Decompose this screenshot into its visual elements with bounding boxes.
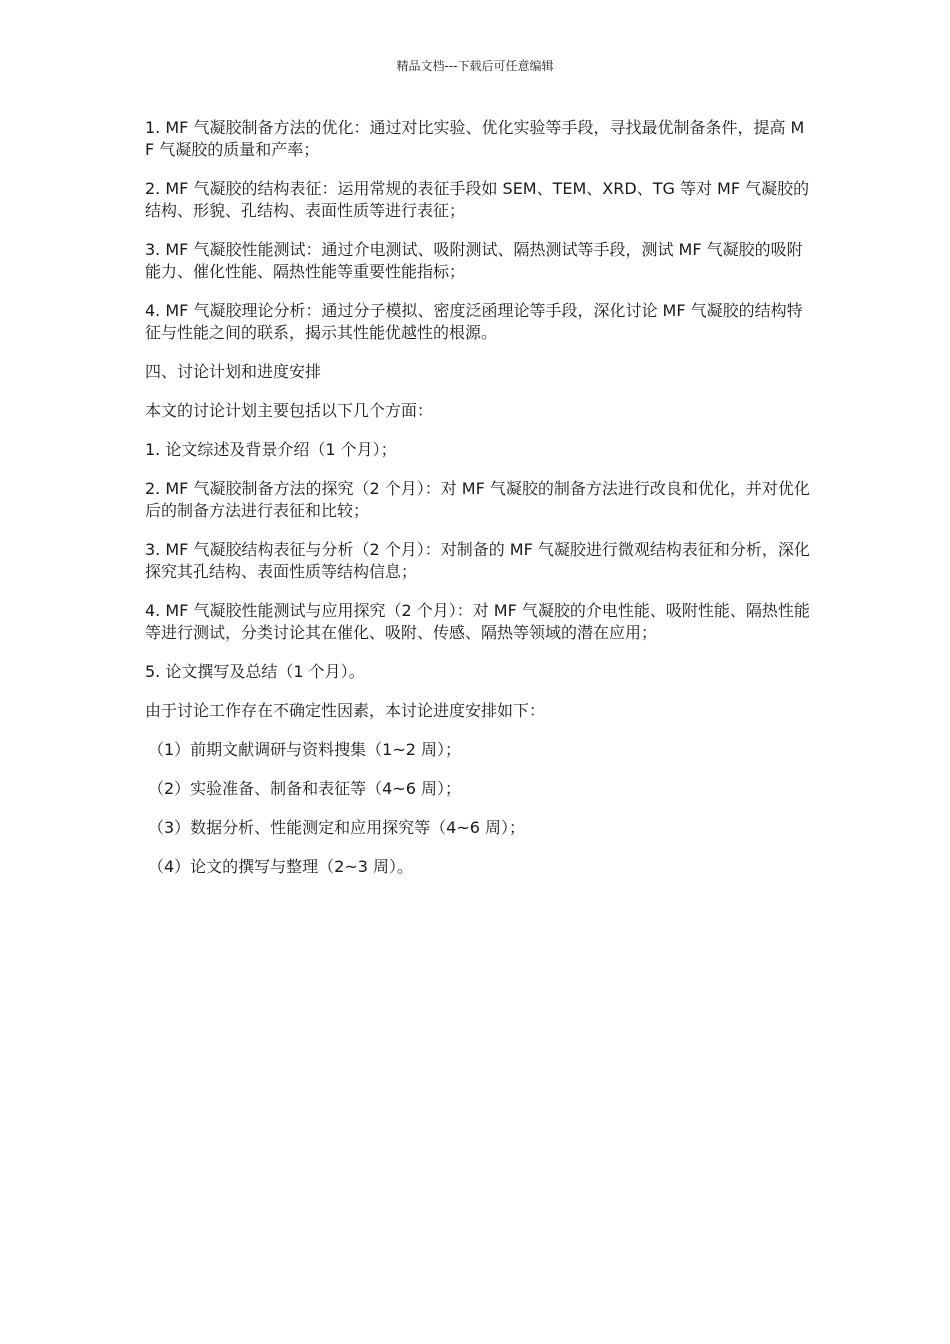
paragraph-plan-item-5: 5. 论文撰写及总结（1 个月）。 xyxy=(145,662,365,681)
paragraph-plan-item-1: 1. 论文综述及背景介绍（1 个月）； xyxy=(145,440,397,459)
document-body xyxy=(145,117,813,895)
paragraph-plan-item-3: 3. MF 气凝胶结构表征与分析（2 个月）：对制备的 MF 气凝胶进行微观结构表征和分析，深化探究其孔结构、表面性质等结构信息； xyxy=(145,540,810,581)
paragraph-schedule-intro: 由于讨论工作存在不确定性因素，本讨论进度安排如下： xyxy=(145,701,546,720)
paragraph-schedule-item-1: （1）前期文献调研与资料搜集（1~2 周）； xyxy=(148,740,462,759)
paragraph-schedule-item-4: （4）论文的撰写与整理（2~3 周）。 xyxy=(148,857,414,876)
section-heading: 四、讨论计划和进度安排 xyxy=(145,362,322,381)
paragraph-research-item-2: 2. MF 气凝胶的结构表征：运用常规的表征手段如 SEM、TEM、XRD、TG 等对 MF 气凝胶的结构、形貌、孔结构、表面性质等进行表征； xyxy=(145,179,810,220)
paragraph-schedule-item-2: （2）实验准备、制备和表征等（4~6 周）； xyxy=(148,779,462,798)
paragraph-schedule-item-3: （3）数据分析、性能测定和应用探究等（4~6 周）； xyxy=(148,818,526,837)
paragraph-plan-item-4: 4. MF 气凝胶性能测试与应用探究（2 个月）：对 MF 气凝胶的介电性能、吸附性能、隔热性能等进行测试，分类讨论其在催化、吸附、传感、隔热等领域的潜在应用； xyxy=(145,601,810,642)
paragraph-research-item-3: 3. MF 气凝胶性能测试：通过介电测试、吸附测试、隔热测试等手段，测试 MF 气凝胶的吸附能力、催化性能、隔热性能等重要性能指标； xyxy=(145,240,803,281)
paragraph-plan-intro: 本文的讨论计划主要包括以下几个方面： xyxy=(145,401,434,420)
paragraph-plan-item-2: 2. MF 气凝胶制备方法的探究（2 个月）：对 MF 气凝胶的制备方法进行改良和优化，并对优化后的制备方法进行表征和比较； xyxy=(145,479,810,520)
page-header: 精品文档---下载后可任意编辑 xyxy=(396,59,554,73)
paragraph-research-item-4: 4. MF 气凝胶理论分析：通过分子模拟、密度泛函理论等手段，深化讨论 MF 气凝胶的结构特征与性能之间的联系，揭示其性能优越性的根源。 xyxy=(145,301,803,342)
paragraph-research-item-1: 1. MF 气凝胶制备方法的优化：通过对比实验、优化实验等手段，寻找最优制备条件，提高 MF 气凝胶的质量和产率； xyxy=(145,118,805,159)
